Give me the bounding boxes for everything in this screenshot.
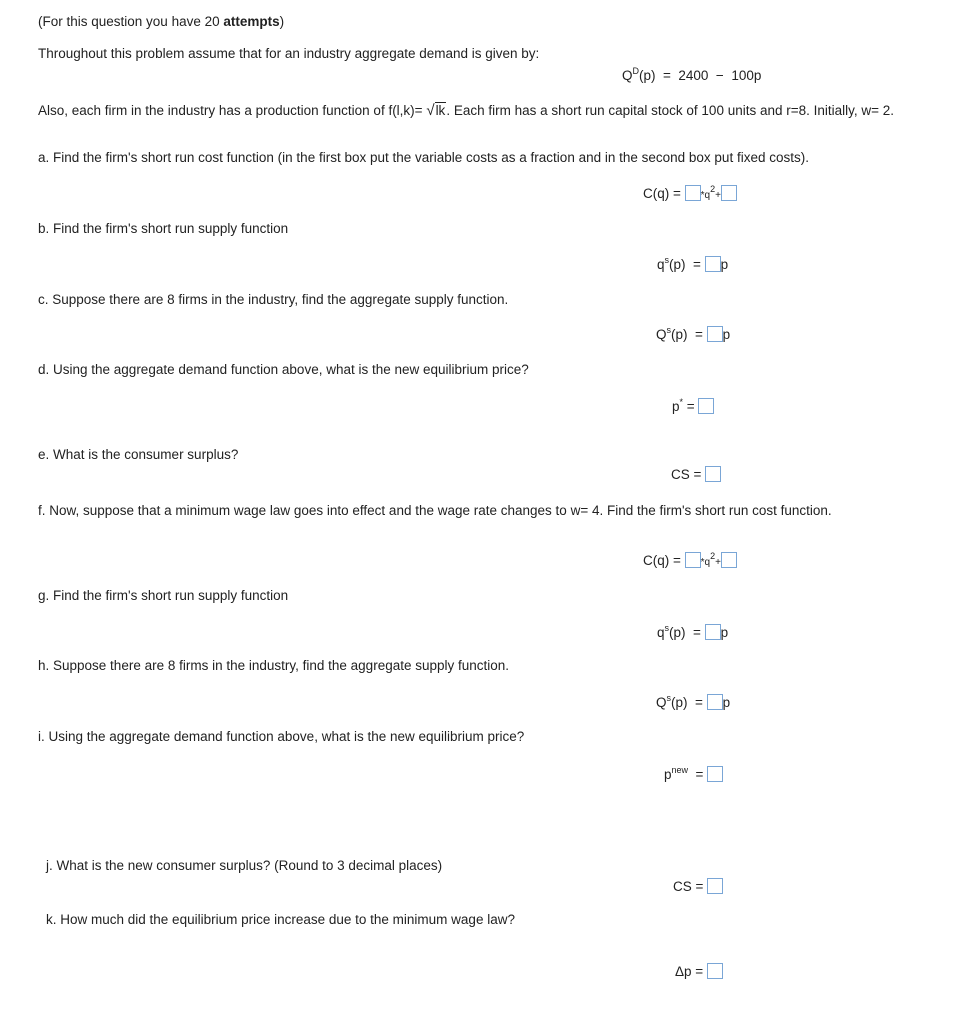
question-a-equation: $C(q) = *q^2+$ xyxy=(643,185,737,201)
question-g-text: g. Find the firm's short run supply function xyxy=(38,588,289,603)
question-i-text: i. Using the aggregate demand function above, what is the new equilibrium price? xyxy=(38,729,525,744)
question-f-text: f. Now, suppose that a minimum wage law goes into effect and the wage rate changes to w= 4. Find the firm's short run cost function. xyxy=(38,503,832,518)
question-g-equation: $q^s(p) = p$ xyxy=(657,623,729,640)
question-i-equation: $p^{new}$ = xyxy=(664,766,723,782)
demand-equation: $Q^D(p) = 2400 - 100p$ xyxy=(622,66,762,83)
answer-b-input[interactable] xyxy=(705,256,721,272)
question-d-text: d. Using the aggregate demand function above, what is the new equilibrium price? xyxy=(38,362,529,377)
question-b-text: b. Find the firm's short run supply function xyxy=(38,221,289,236)
question-k-text: k. How much did the equilibrium price increase due to the minimum wage law? xyxy=(46,912,515,927)
question-c-text: c. Suppose there are 8 firms in the industry, find the aggregate supply function. xyxy=(38,292,509,307)
question-d-equation: p* = xyxy=(672,398,714,414)
question-h-equation: $Q^s(p) = p$ xyxy=(656,693,731,710)
answer-i-input[interactable] xyxy=(707,766,723,782)
question-j-equation: CS = xyxy=(673,878,723,894)
question-j-text: j. What is the new consumer surplus? (Round to 3 decimal places) xyxy=(46,858,443,873)
question-a-text: a. Find the firm's short run cost function (in the first box put the variable costs as a fraction and in the second box put fixed costs). xyxy=(38,150,809,165)
answer-g-input[interactable] xyxy=(705,624,721,640)
answer-h-input[interactable] xyxy=(707,694,723,710)
question-h-text: h. Suppose there are 8 firms in the industry, find the aggregate supply function. xyxy=(38,658,510,673)
answer-k-input[interactable] xyxy=(707,963,723,979)
answer-a-variable-cost-input[interactable] xyxy=(685,185,701,201)
demand-intro-text: Throughout this problem assume that for an industry aggregate demand is given by: xyxy=(38,46,540,61)
question-e-text: e. What is the consumer surplus? xyxy=(38,447,239,462)
answer-f-variable-cost-input[interactable] xyxy=(685,552,701,568)
answer-e-input[interactable] xyxy=(705,466,721,482)
answer-f-fixed-cost-input[interactable] xyxy=(721,552,737,568)
question-k-equation: Δp = xyxy=(675,963,723,979)
question-f-equation: $C(q) = *q^2+$ xyxy=(643,552,737,568)
attempts-note: (For this question you have 20 attempts) xyxy=(38,14,285,29)
answer-j-input[interactable] xyxy=(707,878,723,894)
answer-a-fixed-cost-input[interactable] xyxy=(721,185,737,201)
production-text: Also, each firm in the industry has a production function of f(l,k)= √lk. Each firm has a short run capital stock of 100 units and r=8. Initially, w= 2. xyxy=(38,102,895,119)
question-b-equation: $q^s(p) = p$ xyxy=(657,255,729,272)
answer-c-input[interactable] xyxy=(707,326,723,342)
answer-d-input[interactable] xyxy=(698,398,714,414)
question-e-equation: CS = xyxy=(671,466,721,482)
question-c-equation: $Q^s(p) = p$ xyxy=(656,325,731,342)
